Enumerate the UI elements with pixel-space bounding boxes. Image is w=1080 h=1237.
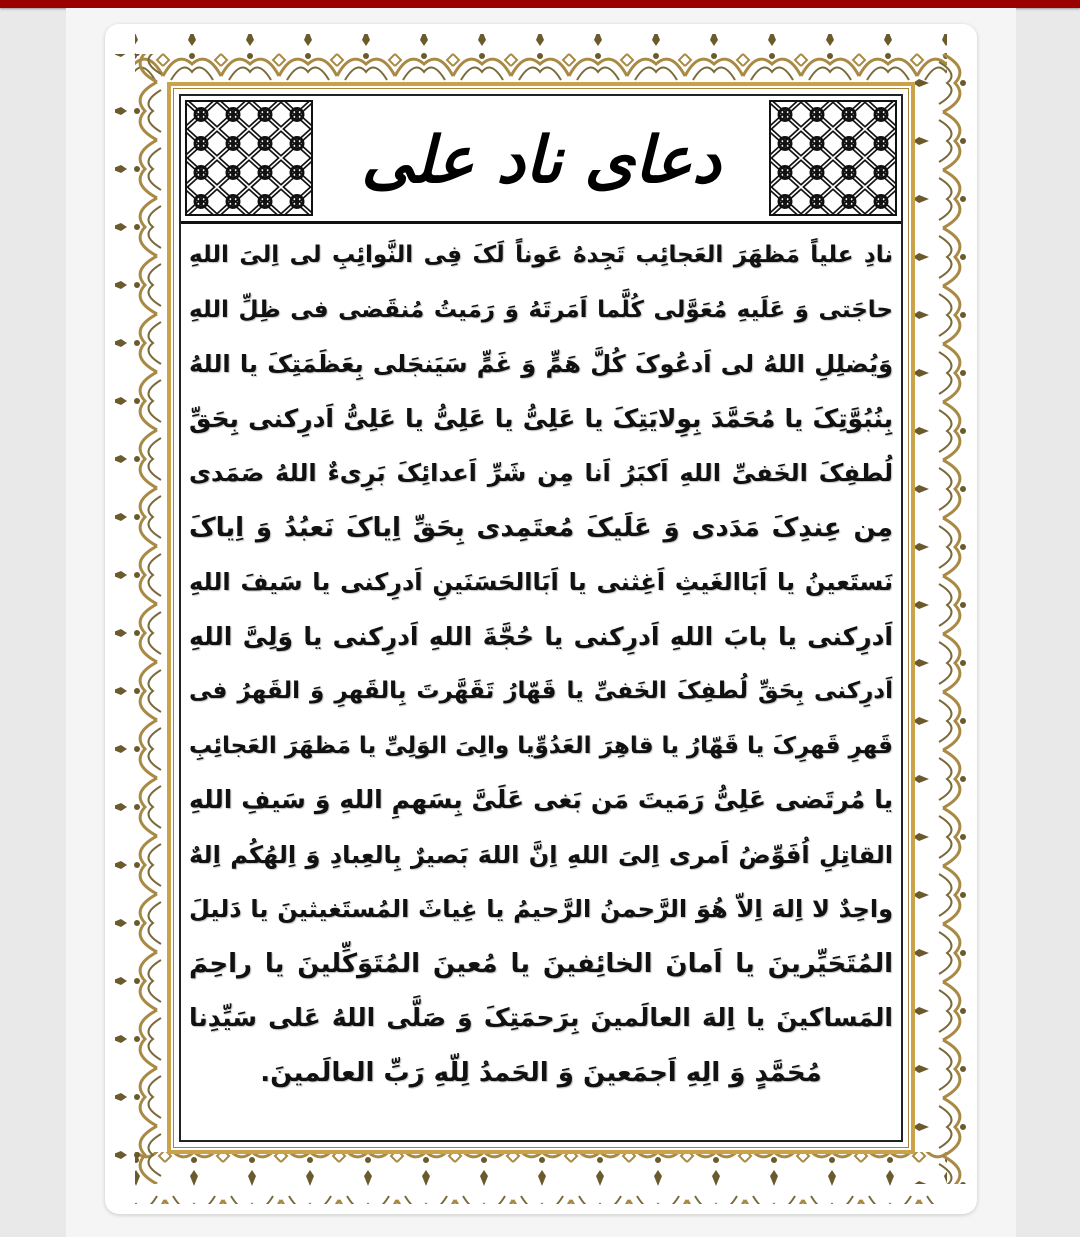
prayer-line-9: اَدرِکنی بِحَقِّ لُطفِکَ الخَفیِّ یا قَهّارُ تَقَهَّرتَ بِالقَهرِ وَ القَهرُ فی bbox=[189, 678, 893, 704]
prayer-line-15: المَساکینَ یا اِلهَ العالَمینَ بِرَحمَتِکَ وَ صَلَّی اللهُ عَلی سَیِّدِنا bbox=[189, 1003, 893, 1032]
prayer-line-16: مُحَمَّدٍ وَ الِهِ اَجمَعینَ وَ الحَمدُ لِلّهِ رَبِّ العالَمینَ. bbox=[260, 1057, 822, 1088]
gold-frame bbox=[167, 82, 915, 1154]
prayer-line-12: القاتِلِ اُفَوِّضُ اَمری اِلیَ اللهِ اِنَّ اللهَ بَصیرٌ بِالعِبادِ وَ اِلهُکُم اِلهٌ bbox=[189, 840, 893, 869]
prayer-line-11: یا مُرتَضی عَلِیُّ رَمَیتَ مَن بَغی عَلَیَّ بِسَهمِ اللهِ وَ سَیفِ اللهِ bbox=[189, 785, 893, 814]
image-card[interactable] bbox=[105, 24, 977, 1214]
top-app-bar bbox=[0, 0, 1080, 8]
prayer-line-8: اَدرِکنی یا بابَ اللهِ اَدرِکنی یا حُجَّةَ اللهِ اَدرِکنی یا وَلِیَّ اللهِ bbox=[189, 621, 893, 651]
prayer-line-1: نادِ علیاً مَظهَرَ العَجائِب تَجِدهُ عَوناً لَکَ فِی النَّوائِبِ لی اِلیَ اللهِ bbox=[189, 242, 893, 268]
inner-frame bbox=[179, 94, 903, 1142]
page-title: دعای ناد علی bbox=[361, 122, 721, 198]
prayer-line-13: واحِدٌ لا اِلهَ اِلاّ هُوَ الرَّحمنُ الرَّحیمُ یا غِیاثَ المُستَغیثینَ یا دَلیلَ bbox=[189, 895, 893, 923]
title-cartouche bbox=[181, 96, 901, 224]
prayer-line-3: وَیُضلِلِ اللهُ لی اَدعُوکَ کُلَّ هَمٍّ وَ غَمٍّ سَیَنجَلی بِعَظَمَتِکَ یا اللهُ bbox=[189, 350, 893, 378]
prayer-line-4: بِنُبُوَّتِکَ یا مُحَمَّدَ بِوِلایَتِکَ یا عَلِیُّ یا عَلِیُّ یا عَلِیُّ اَدرِکنی بِحَقِّ bbox=[189, 403, 893, 433]
right-arabesque-ornament bbox=[769, 100, 897, 216]
prayer-line-14: المُتَحَیِّرینَ یا اَمانَ الخائِفینَ یا مُعینَ المُتَوَکِّلینَ یا راحِمَ bbox=[189, 948, 893, 979]
prayer-line-2: حاجَتی وَ عَلَیهِ مُعَوَّلی کُلَّما اَمَرتَهُ وَ رَمَیتُ مُنقَضی فی ظِلِّ اللهِ bbox=[189, 296, 893, 323]
prayer-line-6: مِن عِندِکَ مَدَدی وَ عَلَیکَ مُعتَمِدی بِحَقِّ اِیاکَ نَعبُدُ وَ اِیاکَ bbox=[189, 512, 893, 543]
left-arabesque-ornament bbox=[185, 100, 313, 216]
prayer-text bbox=[181, 228, 901, 1132]
prayer-line-10: قَهرِ قَهرِکَ یا قَهّارُ یا قاهِرَ العَدُوِّیا والِیَ الوَلِیِّ یا مَظهَرَ العَجائِبِ bbox=[189, 732, 893, 759]
prayer-line-7: نَستَعینُ یا اَبَاالغَیثِ اَغِثنی یا اَبَاالحَسَنَینِ اَدرِکنی یا سَیفَ اللهِ bbox=[189, 568, 893, 596]
prayer-line-5: لُطفِکَ الخَفیِّ اللهِ اَکبَرُ اَنا مِن شَرِّ اَعدائِکَ بَرِیءٌ اللهُ صَمَدی bbox=[189, 459, 893, 487]
